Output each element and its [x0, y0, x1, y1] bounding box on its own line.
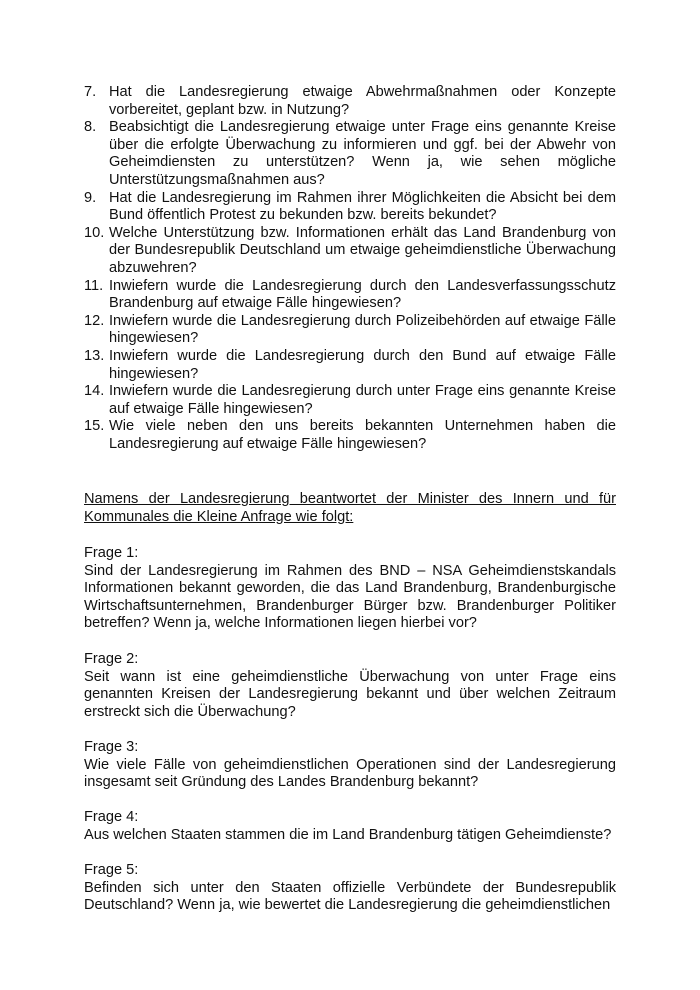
list-number: 10.: [84, 224, 105, 241]
frage-block: [84, 809, 616, 844]
frage-text: Befinden sich unter den Staaten offizielle Verbündete der Bundesrepublik Deutschland? Wenn ja, wie bewertet die Landesregierung die geheimdienstlichen: [84, 879, 616, 914]
frage-block: [84, 739, 616, 792]
frage-label: Frage 2:: [84, 651, 139, 667]
list-text: Inwiefern wurde die Landesregierung durch Polizeibehörden auf etwaige Fälle hingewiesen?: [109, 312, 616, 347]
list-text: Wie viele neben den uns bereits bekannten Unternehmen haben die Landesregierung auf etwaige Fälle hingewiesen?: [109, 418, 616, 452]
list-item: [84, 84, 616, 119]
question-list: [84, 84, 616, 453]
answer-intro: Namens der Landesregierung beantwortet der Minister des Innern und für Kommunales die Kleine Anfrage wie folgt:: [84, 491, 616, 525]
list-number: 11.: [84, 277, 104, 294]
frage-block: [84, 545, 616, 633]
list-text: Inwiefern wurde die Landesregierung durch den Bund auf etwaige Fälle hingewiesen?: [109, 347, 616, 382]
list-number: 14.: [84, 383, 105, 400]
frage-label: Frage 3:: [84, 739, 139, 755]
list-item: [84, 225, 616, 278]
list-number: 8.: [84, 119, 97, 136]
frage-text: Wie viele Fälle von geheimdienstlichen Operationen sind der Landesregierung insgesamt seit Gründung des Landes Brandenburg bekannt?: [84, 756, 616, 791]
list-text: Hat die Landesregierung im Rahmen ihrer Möglichkeiten die Absicht bei dem Bund öffentlich Protest zu bekunden bzw. bereits bekundet?: [109, 189, 616, 224]
list-text: Hat die Landesregierung etwaige Abwehrmaßnahmen oder Konzepte vorbereitet, geplant bzw. in Nutzung?: [109, 84, 616, 118]
list-text: Welche Unterstützung bzw. Informationen erhält das Land Brandenburg von der Bundesrepublik Deutschland um etwaige geheimdienstliche Überwachung abzuwehren?: [109, 224, 616, 276]
list-number: 15.: [84, 418, 105, 435]
list-number: 12.: [84, 312, 105, 329]
frage-label: Frage 4:: [84, 809, 139, 825]
list-number: 13.: [84, 347, 105, 364]
list-text: Beabsichtigt die Landesregierung etwaige unter Frage eins genannte Kreise über die erfolgte Überwachung zu informieren und ggf. bei der Abwehr von Geheimdiensten zu unterstützen? Wenn ja, wie sehen mögliche Unterstützungsmaßnahmen aus?: [109, 119, 616, 188]
list-item: [84, 278, 616, 313]
list-number: 7.: [84, 84, 97, 100]
list-item: [84, 190, 616, 225]
frage-label: Frage 1:: [84, 545, 139, 561]
list-item: [84, 418, 616, 453]
list-item: [84, 383, 616, 418]
list-text: Inwiefern wurde die Landesregierung durch den Landesverfassungsschutz Brandenburg auf etwaige Fälle hingewiesen?: [109, 277, 616, 312]
frage-text: Seit wann ist eine geheimdienstliche Überwachung von unter Frage eins genannten Kreisen der Landesregierung bekannt und über welchen Zeitraum erstreckt sich die Überwachung?: [84, 668, 616, 720]
frage-block: [84, 651, 616, 721]
frage-text: Sind der Landesregierung im Rahmen des BND – NSA Geheimdienstskandals Informationen bekannt geworden, die das Land Brandenburg, Brandenburgische Wirtschaftsunternehmen, Brandenburger Bürger bzw. Brandenburger Politiker betreffen? Wenn ja, welche Informationen liegen hierbei vor?: [84, 562, 616, 632]
list-text: Inwiefern wurde die Landesregierung durch unter Frage eins genannte Kreise auf etwaige Fälle hingewiesen?: [109, 383, 616, 417]
frage-label: Frage 5:: [84, 862, 139, 878]
frage-block: [84, 862, 616, 915]
list-item: [84, 348, 616, 383]
frage-text: Aus welchen Staaten stammen die im Land Brandenburg tätigen Geheimdienste?: [84, 826, 612, 843]
list-item: [84, 119, 616, 189]
list-item: [84, 313, 616, 348]
list-number: 9.: [84, 189, 97, 206]
